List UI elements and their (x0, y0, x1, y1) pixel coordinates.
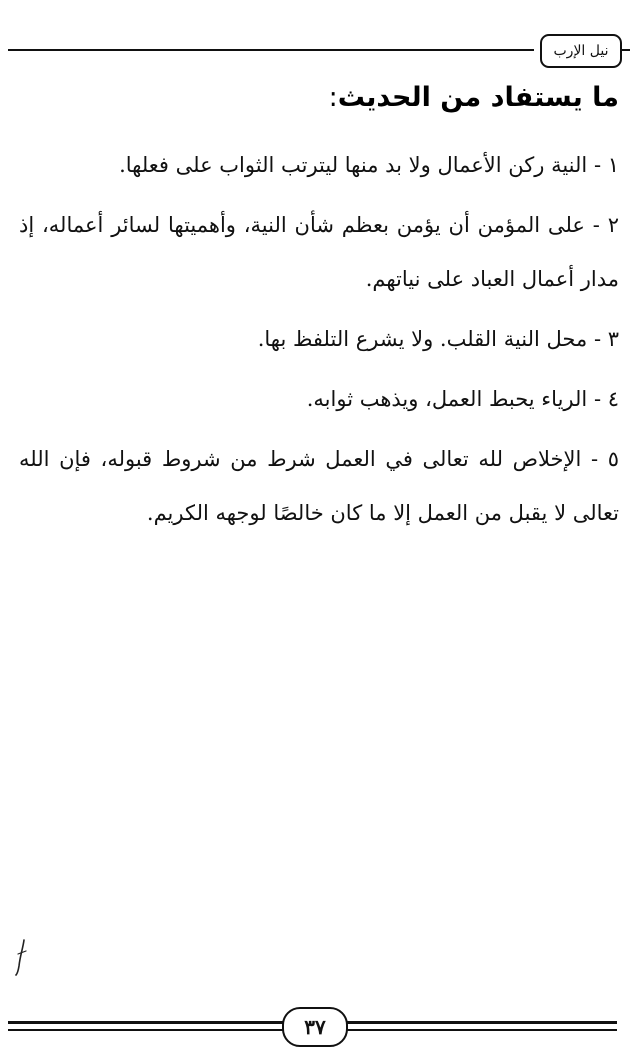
section-heading-colon: : (328, 82, 338, 113)
list-item-text: النية ركن الأعمال ولا بد منها ليترتب الثواب على فعلها. (119, 153, 588, 177)
header-rule-tail (622, 49, 630, 51)
list-item-number: ٤ - (593, 387, 619, 411)
header-book-title: نيل الإرب (540, 34, 622, 68)
list-item-number: ٥ - (590, 447, 619, 471)
list-item-text: محل النية القلب. ولا يشرع التلفظ بها. (257, 327, 588, 351)
lessons-list (19, 138, 619, 546)
section-heading-text: ما يستفاد من الحديث (337, 82, 619, 113)
margin-mark-icon (14, 936, 30, 976)
list-item (19, 198, 619, 306)
list-item (19, 372, 619, 426)
section-heading (19, 82, 619, 113)
list-item (19, 432, 619, 540)
list-item (19, 312, 619, 366)
list-item-number: ١ - (593, 153, 619, 177)
list-item (19, 138, 619, 192)
header-rule (8, 49, 534, 51)
list-item-text: على المؤمن أن يؤمن بعظم شأن النية، وأهميتها لسائر أعماله، إذ مدار أعمال العباد على نياتهم. (19, 213, 619, 291)
running-header (8, 28, 630, 68)
list-item-number: ٣ - (593, 327, 619, 351)
list-item-text: الرياء يحبط العمل، ويذهب ثوابه. (306, 387, 588, 411)
page-number: ٣٧ (282, 1007, 348, 1047)
list-item-text: الإخلاص لله تعالى في العمل شرط من شروط قبوله، فإن الله تعالى لا يقبل من العمل إلا ما كان خالصًا لوجهه الكريم. (19, 447, 619, 525)
list-item-number: ٢ - (592, 213, 619, 237)
page-footer (0, 1005, 637, 1047)
